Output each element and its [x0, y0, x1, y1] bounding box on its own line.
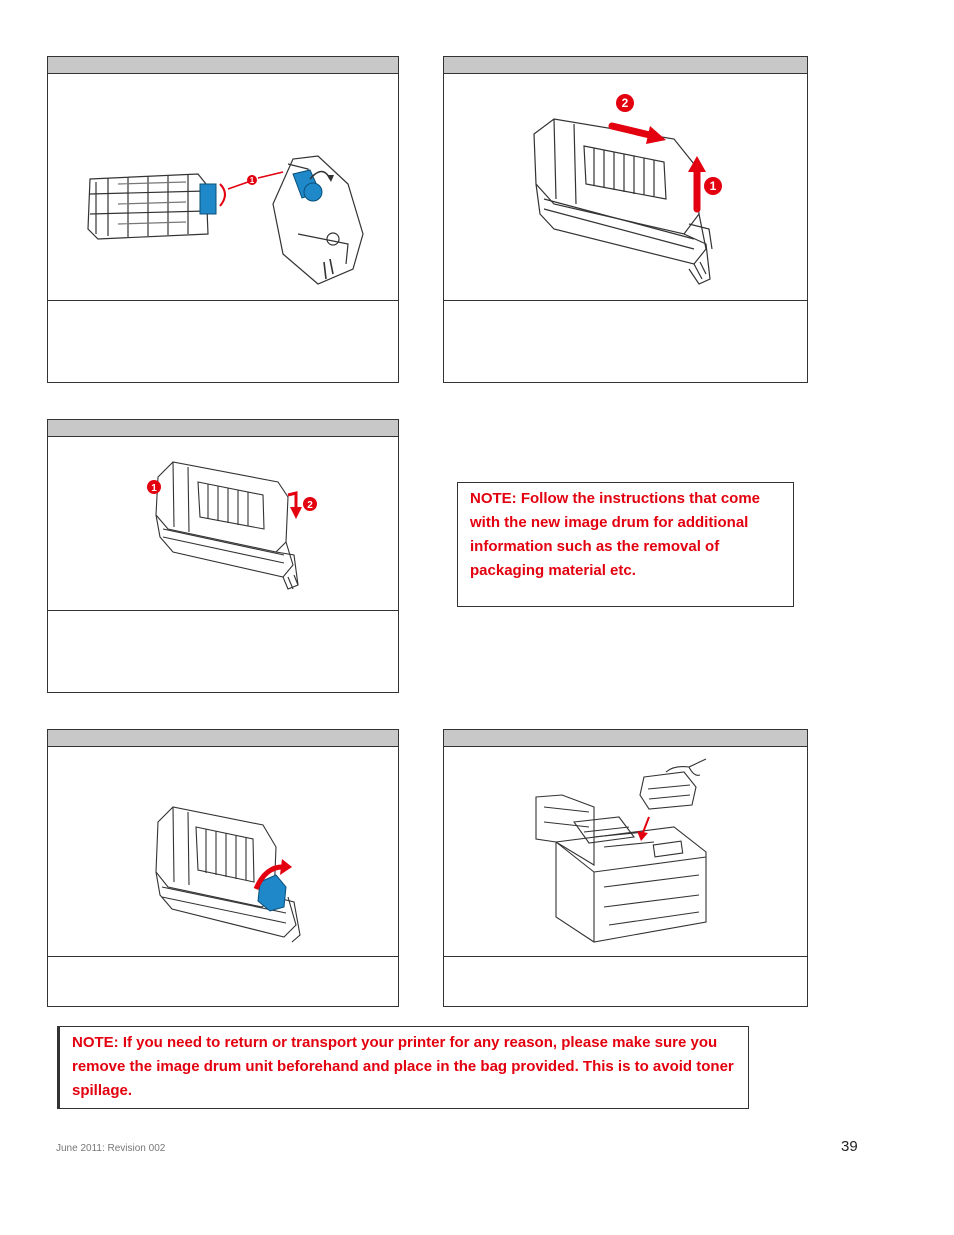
- step-image: [48, 74, 398, 302]
- drum-cap-removal-illustration: [48, 74, 398, 302]
- svg-text:2: 2: [621, 96, 629, 110]
- step-caption-area: [48, 956, 398, 1006]
- step-image: [444, 747, 807, 958]
- drum-lift-illustration: [444, 74, 807, 302]
- step-panel-insert-cartridge: [47, 419, 399, 693]
- note-drum-instructions: [457, 482, 794, 607]
- drum-lever-illustration: [48, 747, 398, 958]
- step-caption-area: [48, 300, 398, 382]
- step-header: [444, 730, 807, 747]
- step-image: [444, 74, 807, 302]
- note-transport-warning: [57, 1026, 749, 1109]
- step-image: [48, 747, 398, 958]
- svg-text:1: 1: [709, 179, 717, 193]
- step-header: [444, 57, 807, 74]
- svg-text:2: 2: [307, 500, 313, 511]
- note-drum-text: NOTE: Follow the instructions that come with the new image drum for additional information such as the removal of packaging material etc.: [470, 490, 761, 579]
- step-header: [48, 420, 398, 437]
- page-number: 39: [841, 1138, 858, 1155]
- step-caption-area: [444, 300, 807, 382]
- step-caption-area: [444, 956, 807, 1006]
- step-image: [48, 437, 398, 612]
- step-panel-remove-cap: [47, 56, 399, 383]
- drum-insert-illustration: [48, 437, 398, 612]
- step-header: [48, 730, 398, 747]
- svg-text:1: 1: [151, 483, 157, 494]
- footer-revision: June 2011: Revision 002: [56, 1143, 166, 1154]
- step-caption-area: [48, 610, 398, 692]
- svg-text:1: 1: [249, 176, 255, 185]
- step-panel-lock-lever: [47, 729, 399, 1007]
- step-panel-install-printer: [443, 729, 808, 1007]
- printer-install-illustration: [444, 747, 807, 958]
- step-header: [48, 57, 398, 74]
- note-transport-text: NOTE: If you need to return or transport your printer for any reason, please make sure you remove the image drum unit beforehand and place in the bag provided. This is to avoid toner spillage.: [72, 1034, 734, 1099]
- step-panel-lift-cartridge: [443, 56, 808, 383]
